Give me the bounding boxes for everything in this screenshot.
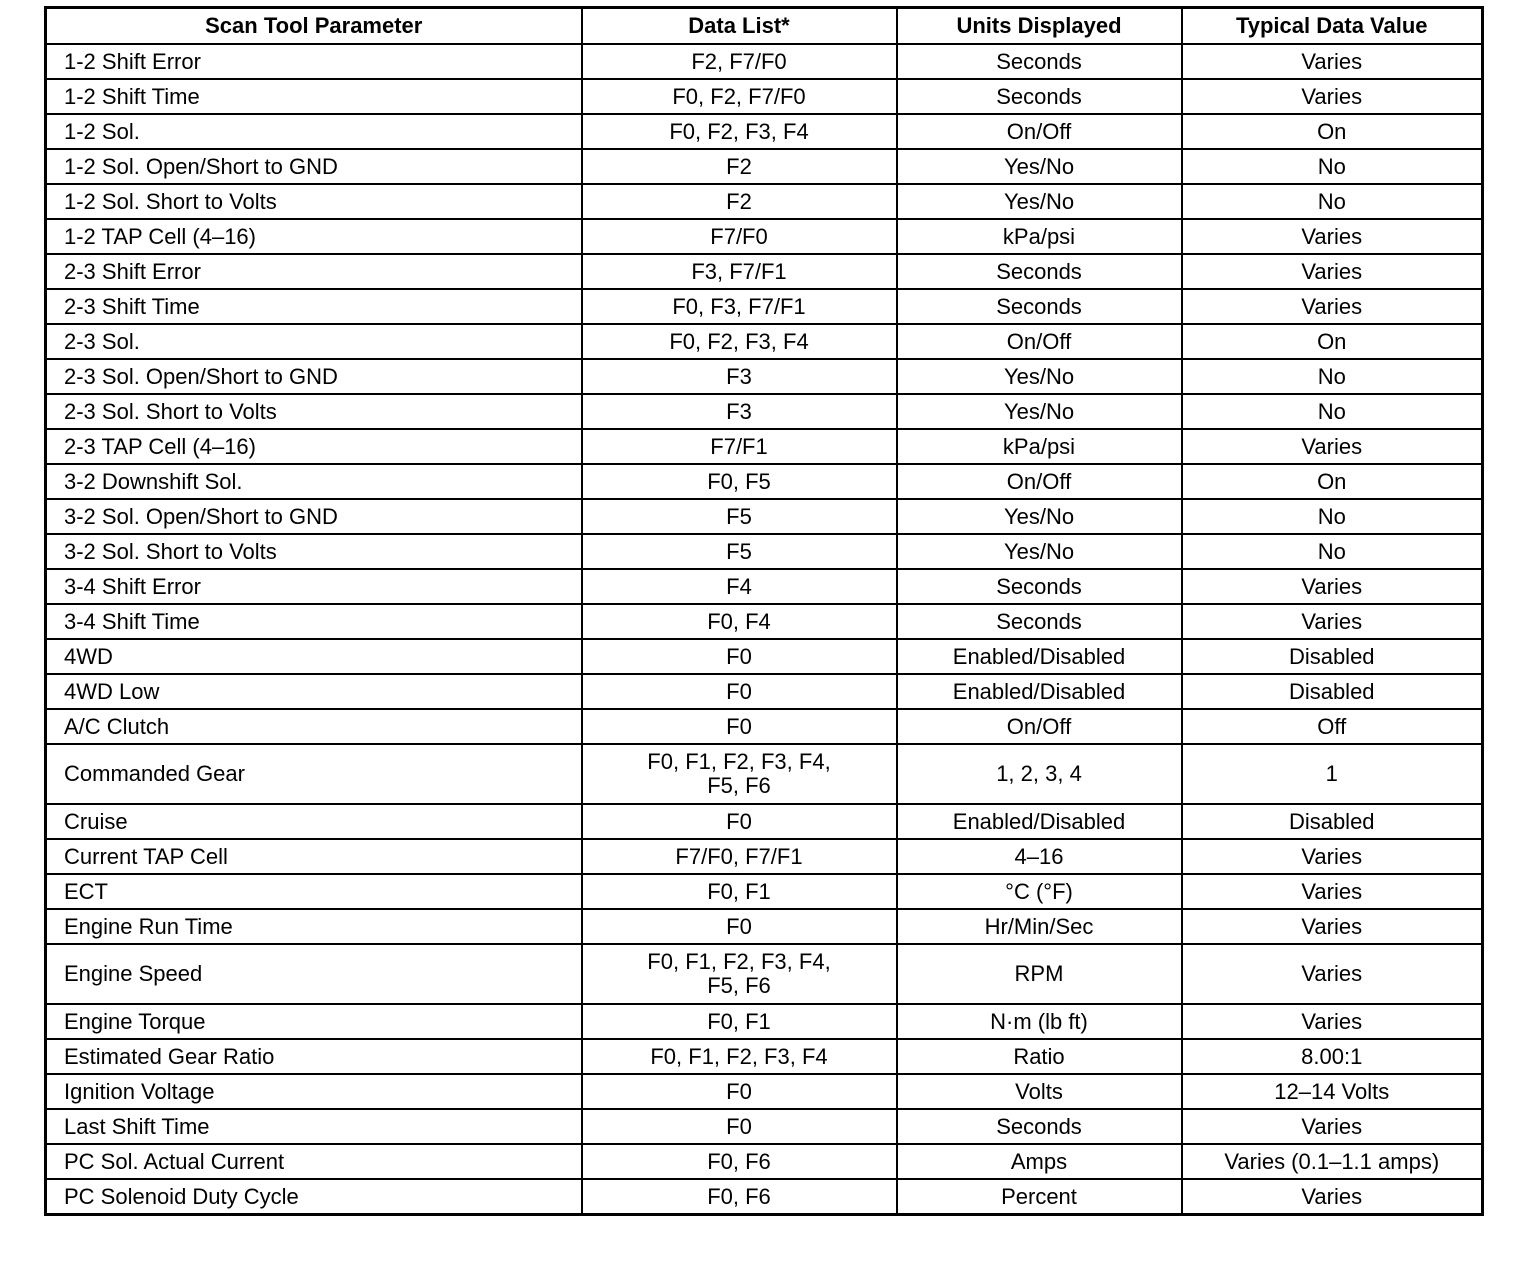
table-row xyxy=(46,44,1483,79)
parameter-cell: Estimated Gear Ratio xyxy=(46,1039,582,1074)
parameter-cell: 3-2 Sol. Short to Volts xyxy=(46,534,582,569)
data-list-cell: F0, F1, F2, F3, F4, F5, F6 xyxy=(582,744,897,804)
typical-value-cell: Varies xyxy=(1182,944,1483,1004)
header-units-displayed: Units Displayed xyxy=(897,8,1182,45)
units-cell: Enabled/Disabled xyxy=(897,804,1182,839)
data-list-cell: F0 xyxy=(582,1074,897,1109)
typical-value-cell: No xyxy=(1182,499,1483,534)
data-list-cell: F7/F0 xyxy=(582,219,897,254)
units-cell: Yes/No xyxy=(897,149,1182,184)
units-cell: 4–16 xyxy=(897,839,1182,874)
typical-value-cell: 12–14 Volts xyxy=(1182,1074,1483,1109)
table-row xyxy=(46,499,1483,534)
table-row xyxy=(46,534,1483,569)
typical-value-cell: 1 xyxy=(1182,744,1483,804)
units-cell: Volts xyxy=(897,1074,1182,1109)
parameter-cell: 2-3 Sol. Open/Short to GND xyxy=(46,359,582,394)
units-cell: Yes/No xyxy=(897,184,1182,219)
parameter-cell: ECT xyxy=(46,874,582,909)
parameter-cell: Engine Speed xyxy=(46,944,582,1004)
parameter-cell: Last Shift Time xyxy=(46,1109,582,1144)
data-list-cell: F0, F2, F3, F4 xyxy=(582,324,897,359)
table-row xyxy=(46,839,1483,874)
parameter-cell: 4WD Low xyxy=(46,674,582,709)
data-list-cell: F0, F6 xyxy=(582,1179,897,1215)
typical-value-cell: Varies xyxy=(1182,429,1483,464)
units-cell: On/Off xyxy=(897,114,1182,149)
data-list-cell: F0 xyxy=(582,804,897,839)
header-row xyxy=(46,8,1483,45)
typical-value-cell: Varies xyxy=(1182,1179,1483,1215)
table-row xyxy=(46,464,1483,499)
table-row xyxy=(46,1004,1483,1039)
units-cell: On/Off xyxy=(897,709,1182,744)
typical-value-cell: No xyxy=(1182,534,1483,569)
parameter-cell: 2-3 Sol. xyxy=(46,324,582,359)
units-cell: RPM xyxy=(897,944,1182,1004)
typical-value-cell: Varies xyxy=(1182,909,1483,944)
table-row xyxy=(46,429,1483,464)
parameter-cell: 3-2 Sol. Open/Short to GND xyxy=(46,499,582,534)
typical-value-cell: Disabled xyxy=(1182,804,1483,839)
units-cell: Yes/No xyxy=(897,394,1182,429)
table-row xyxy=(46,359,1483,394)
units-cell: Percent xyxy=(897,1179,1182,1215)
parameter-cell: Commanded Gear xyxy=(46,744,582,804)
table-row xyxy=(46,744,1483,804)
data-list-cell: F3 xyxy=(582,394,897,429)
units-cell: Seconds xyxy=(897,1109,1182,1144)
units-cell: N·m (lb ft) xyxy=(897,1004,1182,1039)
data-list-cell: F0, F2, F3, F4 xyxy=(582,114,897,149)
data-list-cell: F7/F0, F7/F1 xyxy=(582,839,897,874)
typical-value-cell: Varies xyxy=(1182,874,1483,909)
typical-value-cell: No xyxy=(1182,184,1483,219)
units-cell: Seconds xyxy=(897,604,1182,639)
typical-value-cell: On xyxy=(1182,114,1483,149)
table-row xyxy=(46,1074,1483,1109)
data-list-cell: F0 xyxy=(582,1109,897,1144)
typical-value-cell: Off xyxy=(1182,709,1483,744)
table-row xyxy=(46,1109,1483,1144)
typical-value-cell: 8.00:1 xyxy=(1182,1039,1483,1074)
typical-value-cell: Disabled xyxy=(1182,674,1483,709)
data-list-cell: F0, F2, F7/F0 xyxy=(582,79,897,114)
parameter-cell: Ignition Voltage xyxy=(46,1074,582,1109)
units-cell: Enabled/Disabled xyxy=(897,639,1182,674)
parameter-cell: 1-2 Sol. xyxy=(46,114,582,149)
parameter-cell: 2-3 Shift Error xyxy=(46,254,582,289)
typical-value-cell: No xyxy=(1182,359,1483,394)
table-row xyxy=(46,1179,1483,1215)
parameter-cell: 4WD xyxy=(46,639,582,674)
data-list-cell: F0, F4 xyxy=(582,604,897,639)
table-row xyxy=(46,709,1483,744)
table-row xyxy=(46,874,1483,909)
units-cell: Seconds xyxy=(897,569,1182,604)
parameter-cell: 3-2 Downshift Sol. xyxy=(46,464,582,499)
data-list-cell: F0, F5 xyxy=(582,464,897,499)
parameter-cell: PC Solenoid Duty Cycle xyxy=(46,1179,582,1215)
table-row xyxy=(46,639,1483,674)
typical-value-cell: Varies xyxy=(1182,219,1483,254)
parameter-cell: Engine Run Time xyxy=(46,909,582,944)
table-row xyxy=(46,1144,1483,1179)
data-list-cell: F4 xyxy=(582,569,897,604)
data-list-cell: F0, F3, F7/F1 xyxy=(582,289,897,324)
table-row xyxy=(46,324,1483,359)
parameter-cell: 2-3 Shift Time xyxy=(46,289,582,324)
data-list-cell: F2 xyxy=(582,184,897,219)
typical-value-cell: Varies (0.1–1.1 amps) xyxy=(1182,1144,1483,1179)
header-typical-data-value: Typical Data Value xyxy=(1182,8,1483,45)
table-row xyxy=(46,394,1483,429)
units-cell: kPa/psi xyxy=(897,219,1182,254)
table-row xyxy=(46,289,1483,324)
data-list-cell: F3 xyxy=(582,359,897,394)
parameter-cell: 3-4 Shift Error xyxy=(46,569,582,604)
table-row xyxy=(46,114,1483,149)
parameter-cell: A/C Clutch xyxy=(46,709,582,744)
units-cell: Hr/Min/Sec xyxy=(897,909,1182,944)
typical-value-cell: Varies xyxy=(1182,604,1483,639)
data-list-cell: F0, F1 xyxy=(582,1004,897,1039)
parameter-cell: 2-3 TAP Cell (4–16) xyxy=(46,429,582,464)
units-cell: Seconds xyxy=(897,289,1182,324)
parameter-cell: 1-2 Sol. Open/Short to GND xyxy=(46,149,582,184)
units-cell: Seconds xyxy=(897,44,1182,79)
typical-value-cell: Varies xyxy=(1182,1004,1483,1039)
table-row xyxy=(46,254,1483,289)
data-list-cell: F0, F1, F2, F3, F4 xyxy=(582,1039,897,1074)
table-row xyxy=(46,219,1483,254)
parameter-cell: 2-3 Sol. Short to Volts xyxy=(46,394,582,429)
table-row xyxy=(46,909,1483,944)
units-cell: On/Off xyxy=(897,324,1182,359)
units-cell: Yes/No xyxy=(897,499,1182,534)
table-header xyxy=(46,8,1483,45)
data-list-cell: F5 xyxy=(582,534,897,569)
header-scan-tool-parameter: Scan Tool Parameter xyxy=(46,8,582,45)
table-row xyxy=(46,604,1483,639)
table-row xyxy=(46,1039,1483,1074)
typical-value-cell: Varies xyxy=(1182,839,1483,874)
data-list-cell: F0, F1, F2, F3, F4, F5, F6 xyxy=(582,944,897,1004)
header-data-list: Data List* xyxy=(582,8,897,45)
units-cell: °C (°F) xyxy=(897,874,1182,909)
data-list-cell: F0, F6 xyxy=(582,1144,897,1179)
data-list-cell: F0 xyxy=(582,639,897,674)
data-list-cell: F0, F1 xyxy=(582,874,897,909)
units-cell: kPa/psi xyxy=(897,429,1182,464)
parameter-cell: Engine Torque xyxy=(46,1004,582,1039)
typical-value-cell: Varies xyxy=(1182,254,1483,289)
typical-value-cell: No xyxy=(1182,149,1483,184)
table-row xyxy=(46,79,1483,114)
parameter-cell: 1-2 TAP Cell (4–16) xyxy=(46,219,582,254)
units-cell: Ratio xyxy=(897,1039,1182,1074)
typical-value-cell: Varies xyxy=(1182,289,1483,324)
table-row xyxy=(46,944,1483,1004)
data-list-cell: F2 xyxy=(582,149,897,184)
typical-value-cell: Varies xyxy=(1182,79,1483,114)
data-list-cell: F0 xyxy=(582,674,897,709)
parameter-cell: 1-2 Shift Time xyxy=(46,79,582,114)
units-cell: Yes/No xyxy=(897,359,1182,394)
typical-value-cell: On xyxy=(1182,324,1483,359)
units-cell: Yes/No xyxy=(897,534,1182,569)
data-list-cell: F2, F7/F0 xyxy=(582,44,897,79)
typical-value-cell: Disabled xyxy=(1182,639,1483,674)
units-cell: Seconds xyxy=(897,79,1182,114)
data-list-cell: F3, F7/F1 xyxy=(582,254,897,289)
units-cell: Enabled/Disabled xyxy=(897,674,1182,709)
parameter-cell: 1-2 Shift Error xyxy=(46,44,582,79)
parameter-cell: PC Sol. Actual Current xyxy=(46,1144,582,1179)
table-row xyxy=(46,184,1483,219)
scan-tool-data-table xyxy=(44,6,1484,1216)
data-list-cell: F0 xyxy=(582,909,897,944)
typical-value-cell: Varies xyxy=(1182,569,1483,604)
typical-value-cell: Varies xyxy=(1182,44,1483,79)
data-list-cell: F7/F1 xyxy=(582,429,897,464)
table-body xyxy=(46,44,1483,1215)
table-row xyxy=(46,804,1483,839)
parameter-cell: Current TAP Cell xyxy=(46,839,582,874)
table-row xyxy=(46,569,1483,604)
parameter-cell: 1-2 Sol. Short to Volts xyxy=(46,184,582,219)
units-cell: On/Off xyxy=(897,464,1182,499)
typical-value-cell: Varies xyxy=(1182,1109,1483,1144)
table-row xyxy=(46,149,1483,184)
typical-value-cell: On xyxy=(1182,464,1483,499)
table-row xyxy=(46,674,1483,709)
units-cell: Amps xyxy=(897,1144,1182,1179)
typical-value-cell: No xyxy=(1182,394,1483,429)
units-cell: 1, 2, 3, 4 xyxy=(897,744,1182,804)
data-list-cell: F5 xyxy=(582,499,897,534)
parameter-cell: 3-4 Shift Time xyxy=(46,604,582,639)
units-cell: Seconds xyxy=(897,254,1182,289)
parameter-cell: Cruise xyxy=(46,804,582,839)
data-list-cell: F0 xyxy=(582,709,897,744)
